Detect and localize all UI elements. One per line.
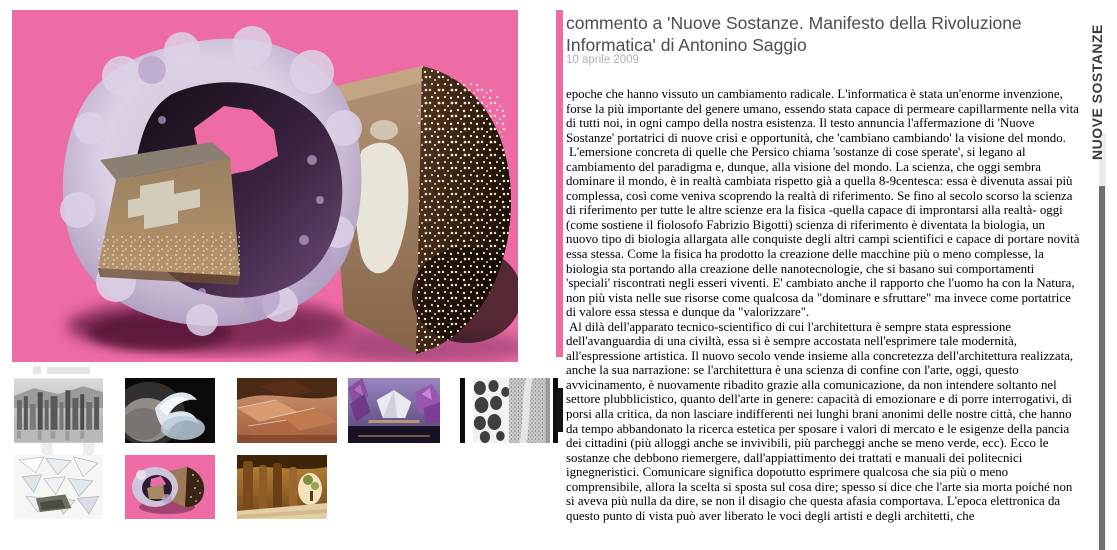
thumbnail-porous-texture[interactable]	[473, 378, 550, 443]
paragraph: Al dilà dell'apparato tecnico-scientifico di cui l'architettura è sempre stata espressione dell'avanguardia di una civiltà, essa si è sempre accostata nell'esprimere tale modernità, all'espressione artistica. Il nuovo secolo vende insieme alla concretezza dell'architettura realizzata, anche la sua narrazione: se l'architettura è una scienza di confine con l'arte, oggi, questo avvicinamento, è nuovamente ribadito grazie alla comunicazione, da non intendere soltanto nel settore plubblicistico, quanto dell'arte in genere: capacità di emozionare e di porre interrogativi, di porsi alla critica, da non lasciare indifferenti nei lunghi brani anonimi delle nostre città, che hanno da tempo abbandonato la ricerca estetica per sposare i valori di mercato e le esigenze della pancia dei cittadini (più alloggi anche se invivibili, più parcheggi anche se meno verde, ecc). Ecco le sostanze che debbono riemergere, dall'appiattimento dei trattati e manuali dei politecnici ignegneristici. Comunicare significa dopotutto esprimere qualcosa che sia più o meno comprensibile, allora la scelta si sposta sul cosa dire; spesso si dice che l'arte sia morta poiché non si aveva più nulla da dire, se non il disagio che questa afasia comportava. L'epoca elettronica da questo punto di vista può aver liberato le voci degli artisti e degli architetti, che	[566, 319, 1074, 523]
article-body	[566, 87, 1080, 550]
page-date: 10 aprile 2009	[566, 54, 639, 66]
thumbnail-amethyst-pavilion[interactable]	[348, 378, 440, 443]
thumbnail-terracotta-rocks[interactable]	[237, 378, 337, 443]
caption-placeholder-icon	[33, 366, 41, 374]
caption-placeholder-bar	[47, 367, 90, 374]
thumbnail-geode-collage[interactable]	[125, 455, 215, 519]
thumbnail-cave-colonnade[interactable]	[237, 455, 327, 519]
thumbnail-white-sculpture[interactable]	[125, 378, 215, 443]
thumbnail-divider-bar-left	[460, 378, 465, 443]
hero-image[interactable]	[12, 10, 518, 362]
thumbnail-city-skyline[interactable]	[14, 378, 103, 443]
page-title: commento a 'Nuove Sostanze. Manifesto della Rivoluzione Informatica' di Antonino Saggio	[566, 13, 1022, 55]
scrollbar-thumb[interactable]	[1099, 186, 1105, 550]
black-accent-bar	[556, 388, 563, 432]
title-accent-bar	[556, 10, 563, 357]
paragraph: epoche che hanno vissuto un cambiamento radicale. L'informatica è stata un'enorme invenzione, forse la più importante del genere umano, essendo stata capace di permeare capillarmente nella vita di tutti noi, in ogni campo della nostra esistenza. Il testo annuncia l'affermazione di 'Nuove Sostanze' portatrici di nuove crisi e opportunità, che 'cambiano cambiando' la visione del mondo.	[566, 87, 1079, 145]
paragraph: L'emersione concreta di quelle che Persico chiama 'sostanze di cose sperate', si legano al cambiamento del paradigma e, dunque, alla visione del mondo. La scienza, che oggi sembra dominare il mondo, è in realtà cambiata rispetto già a quella 8-9centesca: essa è divenuta assai più complessa, così come veniva scoprendo la realtà di riferimento. Se fino al secolo scorso la scienza di riferimento per tutte le altre scienze era la fisica -quella capace di improntarsi alla realtà- oggi (come sostiene il fiolosofo Fabrizio Bigotti) scienza di riferimento è diventata la biologia, un nuovo tipo di biologia allargata alle conquiste degli altri campi scientifici e capace di portare novità essa stessa. Come la fisica ha prodotto la creazione delle macchine più o meno complesse, la biologia sta portando alla creazione delle nanotecnologie, che si basano sui comportamenti 'speciali' riscontrati negli esseri viventi. E' cambiato anche il rapporto che l'uomo ha con la Natura, non più vista nelle sue risorse come qualcosa da "dominare e sfruttare" ma invece come portatrice di valore essa stessa e dunque da "valorizzare".	[566, 145, 1080, 320]
geode-collage-illustration	[12, 10, 518, 362]
thumbnail-shattered-crystals[interactable]	[14, 455, 103, 519]
vertical-section-label: NUOVE SOSTANZE	[1089, 24, 1105, 160]
